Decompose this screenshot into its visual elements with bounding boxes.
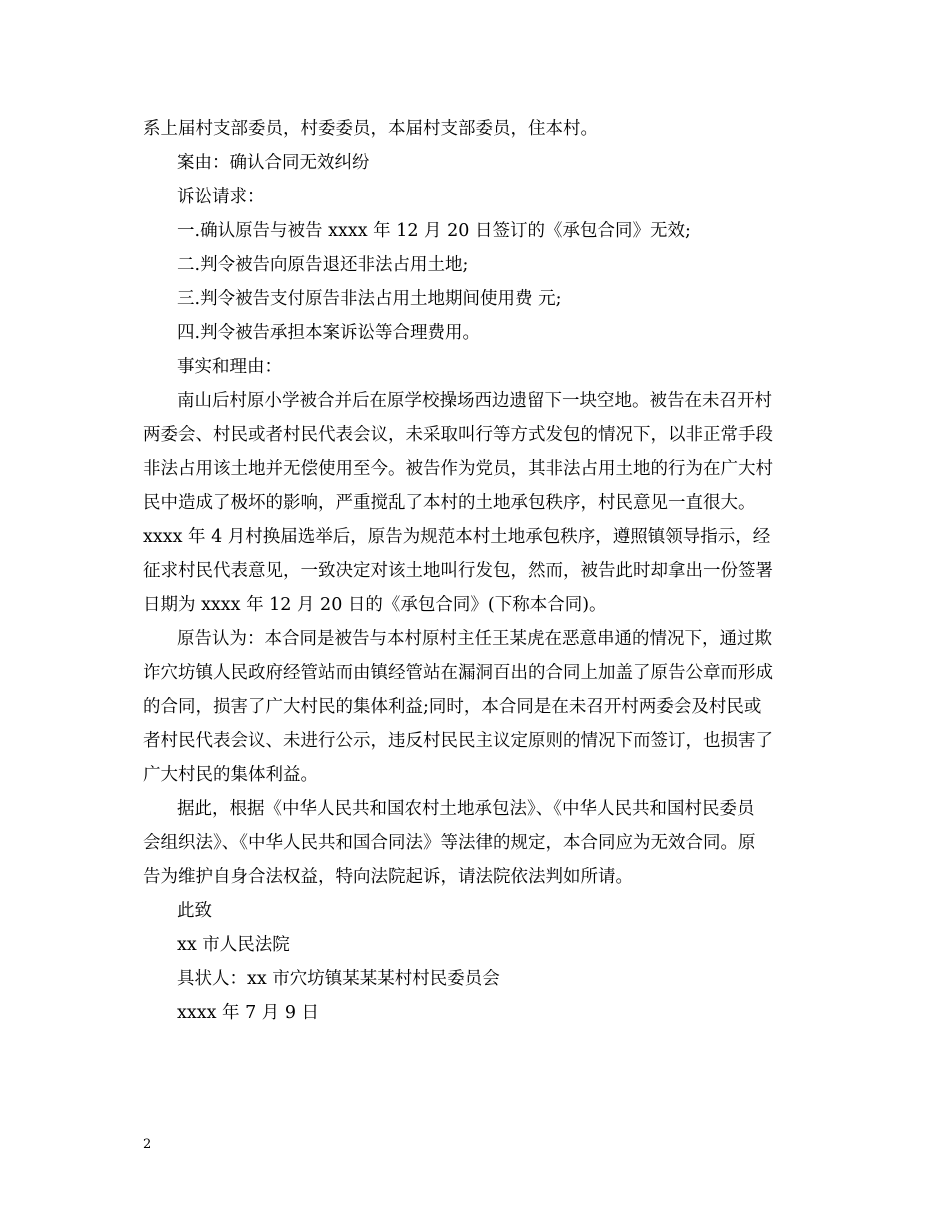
facts-line-4: 民中造成了极坏的影响，严重搅乱了本村的土地承包秩序，村民意见一直很大。 — [143, 493, 756, 513]
document-body — [143, 112, 818, 1030]
facts-line-1: 南山后村原小学被合并后在原学校操场西边遗留下一块空地。被告在未召开村 — [177, 391, 772, 411]
facts-line-2: 两委会、村民或者村民代表会议，未采取叫行等方式发包的情况下，以非正常手段 — [143, 425, 773, 445]
claim-3: 三.判令被告支付原告非法占用土地期间使用费 元; — [177, 289, 562, 309]
claim-1: 一.确认原告与被告 xxxx 年 12 月 20 日签订的《承包合同》无效; — [177, 221, 691, 241]
plaintiff-signature: 具状人：xx 市穴坊镇某某某村村民委员会 — [177, 969, 500, 989]
basis-line-2: 会组织法》、《中华人民共和国合同法》等法律的规定，本合同应为无效合同。原 — [143, 833, 756, 853]
opinion-line-5: 广大村民的集体利益。 — [143, 765, 318, 785]
basis-line-3: 告为维护自身合法权益，特向法院起诉，请法院依法判如所请。 — [143, 867, 633, 887]
basis-line-1: 据此，根据《中华人民共和国农村土地承包法》、《中华人民共和国村民委员 — [177, 799, 755, 819]
claims-heading: 诉讼请求： — [177, 187, 265, 207]
facts-line-7: 日期为 xxxx 年 12 月 20 日的《承包合同》(下称本合同)。 — [143, 595, 607, 615]
text-line-1: 系上届村支部委员，村委委员，本届村支部委员，住本村。 — [143, 119, 598, 139]
page-number: 2 — [143, 1137, 152, 1152]
opinion-line-2: 诈穴坊镇人民政府经管站而由镇经管站在漏洞百出的合同上加盖了原告公章而形成 — [143, 663, 773, 683]
claim-4: 四.判令被告承担本案诉讼等合理费用。 — [177, 323, 481, 343]
facts-line-5: xxxx 年 4 月村换届选举后，原告为规范本村土地承包秩序，遵照镇领导指示，经 — [143, 527, 771, 547]
opinion-line-3: 的合同，损害了广大村民的集体利益;同时，本合同是在未召开村两委会及村民或 — [143, 697, 762, 717]
facts-heading: 事实和理由： — [177, 357, 282, 377]
facts-line-3: 非法占用该土地并无偿使用至今。被告作为党员，其非法占用土地的行为在广大村 — [143, 459, 773, 479]
court-name: xx 市人民法院 — [177, 935, 290, 955]
document-date: xxxx 年 7 月 9 日 — [177, 1003, 320, 1023]
claim-2: 二.判令被告向原告退还非法占用土地; — [177, 255, 469, 275]
case-cause: 案由：确认合同无效纠纷 — [177, 153, 370, 173]
opinion-line-1: 原告认为：本合同是被告与本村原村主任王某虎在恶意串通的情况下，通过欺 — [177, 629, 772, 649]
salutation: 此致 — [177, 901, 212, 921]
facts-line-6: 征求村民代表意见，一致决定对该土地叫行发包，然而，被告此时却拿出一份签署 — [143, 561, 773, 581]
opinion-line-4: 者村民代表会议、未进行公示，违反村民民主议定原则的情况下而签订，也损害了 — [143, 731, 773, 751]
